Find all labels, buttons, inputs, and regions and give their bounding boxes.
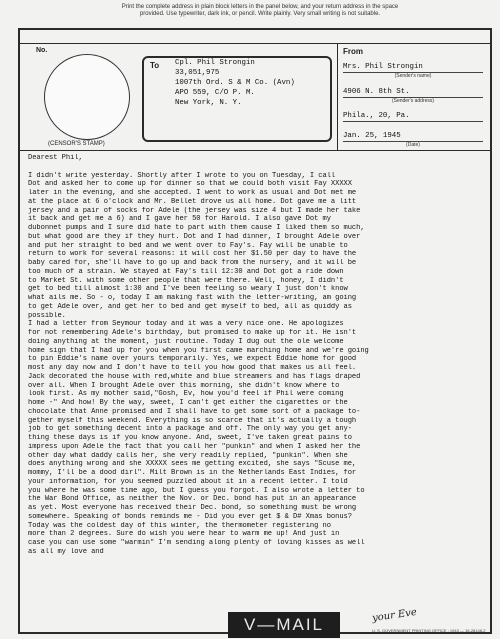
recipient-unit: 1007th Ord. S & M Co. (Avn) bbox=[175, 79, 295, 87]
letter-line: as all my love and bbox=[28, 547, 104, 556]
recipient-address bbox=[175, 58, 330, 108]
letter-line: get to bed till almost 1:30 and I've been feeling so weary I just don't know bbox=[28, 285, 348, 294]
letter-line: over all. When I brought Adele over this morning, she didn't know where to bbox=[28, 381, 340, 390]
printing-office-note: U. S. GOVERNMENT PRINTING OFFICE : 1943 — 16-28148-2 bbox=[372, 628, 486, 633]
letter-line: I had a letter from Seymour today and it was a very nice one. He apologizes bbox=[28, 320, 344, 329]
recipient-serial: 33,051,975 bbox=[175, 69, 220, 77]
from-label: From bbox=[343, 47, 363, 56]
sender-city: Phila., 20, Pa. bbox=[343, 112, 410, 120]
print-instructions bbox=[70, 4, 450, 18]
letter-line: doing anything at the moment, just routine. Today I dug out the ole welcome bbox=[28, 337, 344, 346]
letter-line: to get Adele over, and get her to bed and get myself to bed, all as quiddy as bbox=[28, 302, 352, 311]
censor-stamp-label: (CENSOR'S STAMP) bbox=[48, 141, 105, 147]
letter-line: for not remembering Adele's birthday, but promised to make up for it. He isn't bbox=[28, 329, 357, 337]
header-divider bbox=[18, 43, 492, 44]
letter-line: at the place at 6 o'clock and Mr. Bellet drove us all home. Dot gave me a litt bbox=[28, 197, 357, 206]
letter-line: dubonnet pumps and I sure did hate to part with them cause I liked them so much, bbox=[28, 224, 365, 232]
instructions-line-2: provided. Use typewriter, dark ink, or pencil. Write plainly. Very small writing is not suitable. bbox=[139, 11, 381, 17]
letter-line: Dot and asked her to come up for dinner so that we could both visit Fay XXXXX bbox=[28, 180, 352, 189]
letter-line: I didn't write yesterday. Shortly after I wrote to you on Tuesday, I call bbox=[28, 171, 336, 180]
instructions-line-1: Print the complete address in plain block letters in the panel below, and your return address in the space bbox=[121, 4, 399, 10]
letter-line: to pin Eddie's name over yours temporarily. Yes, we expect Eddie home for good bbox=[28, 355, 357, 364]
letter-line: gether myself this weekend. Everything is so scarce that it's actually a tough bbox=[28, 416, 357, 425]
letter-line: it back and get me a 6) and I gave her 50 for Harold. I also gave Dot my bbox=[28, 215, 331, 224]
letter-line: what ails me. So - o, today I am making fast with the letter-writing, am going bbox=[28, 294, 357, 302]
letter-line: home sign that I had up for you when you first came marching home and we're going bbox=[28, 346, 369, 355]
vmail-logo: V—MAIL bbox=[243, 615, 325, 634]
letter-line: possible. bbox=[28, 311, 66, 320]
sender-name: Mrs. Phil Strongin bbox=[343, 63, 423, 71]
letter-line: look first. As my mother said,"Gosh, Ev, how you'd feel if Phil were coming bbox=[28, 390, 344, 399]
letter-line: mommy, I'll be a dood dirl". Milt Brown is in the Netherlands East Indies, for bbox=[28, 469, 357, 477]
recipient-apo: APO 559, C/O P. M. bbox=[175, 89, 255, 97]
letter-date: Jan. 25, 1945 bbox=[343, 132, 401, 140]
letter-line: but what good are they if they hurt. Dot and I had dinner, I brought Adele over bbox=[28, 232, 361, 241]
letter-line: chocolate that Anne promised and I shall have to get some sort of a package to- bbox=[28, 407, 361, 416]
sender-name-label: (Sender's name) bbox=[394, 73, 432, 79]
letter-line bbox=[28, 163, 490, 172]
letter-line: Today was the coldest day of this winter, the thermometer registering no bbox=[28, 521, 331, 530]
letter-line: later in the evening, and she accepted. I went to work as usual and Dot met me bbox=[28, 189, 357, 197]
letter-line: home -" And how! By the way, sweet, I can't get either the cigarettes or the bbox=[28, 399, 348, 407]
letter-line: impress upon Adele the fact that you call her "punkin" and when I asked her the bbox=[28, 442, 361, 451]
letter-line: case you can use some "warmin" I'm sending along plenty of loving kisses as well bbox=[28, 539, 365, 547]
signature: your Eve bbox=[371, 606, 418, 625]
letter-line: the War Bond Office, as neither the Nov. or Dec. bond has put in an appearance bbox=[28, 495, 357, 504]
letter-line: too much of a strain. We stayed at Fay's till 12:30 and Dot got a ride down bbox=[28, 267, 344, 276]
number-label: No. bbox=[36, 47, 48, 54]
letter-line: jersey and a pair of socks for Adele (the jersey was size 4 but I made her take bbox=[28, 206, 361, 215]
sender-address-label: (Sender's address) bbox=[391, 98, 435, 104]
letter-line: does anything wrong and she XXXXX sees me getting excited, she says "Scuse me, bbox=[28, 460, 357, 469]
date-label: (Date) bbox=[406, 142, 420, 148]
recipient-city: New York, N. Y. bbox=[175, 99, 242, 107]
letter-line: return to work for several reasons: it will cost her $1.50 per day to have the bbox=[28, 250, 357, 259]
letter-line: Jack decorated the house with red,white and blue streamers and has flags draped bbox=[28, 372, 361, 381]
sender-address: 4906 N. 8th St. bbox=[343, 88, 410, 96]
letter-line: your information, for you seemed puzzled about it in a recent letter. I told bbox=[28, 477, 348, 486]
letter-line: as yet. Most everyone has received their Dec. bond, so something must be wrong bbox=[28, 504, 357, 512]
letter-line: you where he was some time ago, but I guess you forgot. I also wrote a letter to bbox=[28, 486, 365, 495]
to-label: To bbox=[150, 61, 160, 70]
letter-line: Dearest Phil, bbox=[28, 154, 83, 162]
letter-line: and put her straight to bed and we went over to Fay's. Fay will be unable to bbox=[28, 241, 348, 250]
address-divider bbox=[337, 43, 338, 150]
letter-line: to Market St. with some other people that were there. Well, honey, I didn't bbox=[28, 276, 344, 285]
sender-city-line bbox=[343, 121, 483, 122]
letter-line: more than 2 degrees. Sure do wish you were hear to warm me up! And just in bbox=[28, 530, 340, 539]
recipient-name: Cpl. Phil Strongin bbox=[175, 59, 255, 67]
letter-line: other day what daddy calls her, she very readily replied, "punkin". When she bbox=[28, 451, 348, 460]
address-bottom-divider bbox=[18, 150, 492, 151]
letter-line: thing these days is if you know anyone. And, sweet, I've taken great pains to bbox=[28, 434, 352, 442]
letter-line: job to get something decent into a package and off. The only way you get any- bbox=[28, 425, 352, 434]
letter-line: baby cared for, she'll have to go up and back from the nursery, and it will be bbox=[28, 259, 357, 267]
letter-line: most any day now and I don't have to tell you how good that makes us all feel. bbox=[28, 364, 357, 372]
letter-body bbox=[28, 154, 490, 557]
censor-stamp-circle bbox=[44, 54, 130, 140]
letter-line: somewhere. Speaking of bonds reminds me - Did you ever get $ & D# Xmas bonus? bbox=[28, 512, 352, 521]
